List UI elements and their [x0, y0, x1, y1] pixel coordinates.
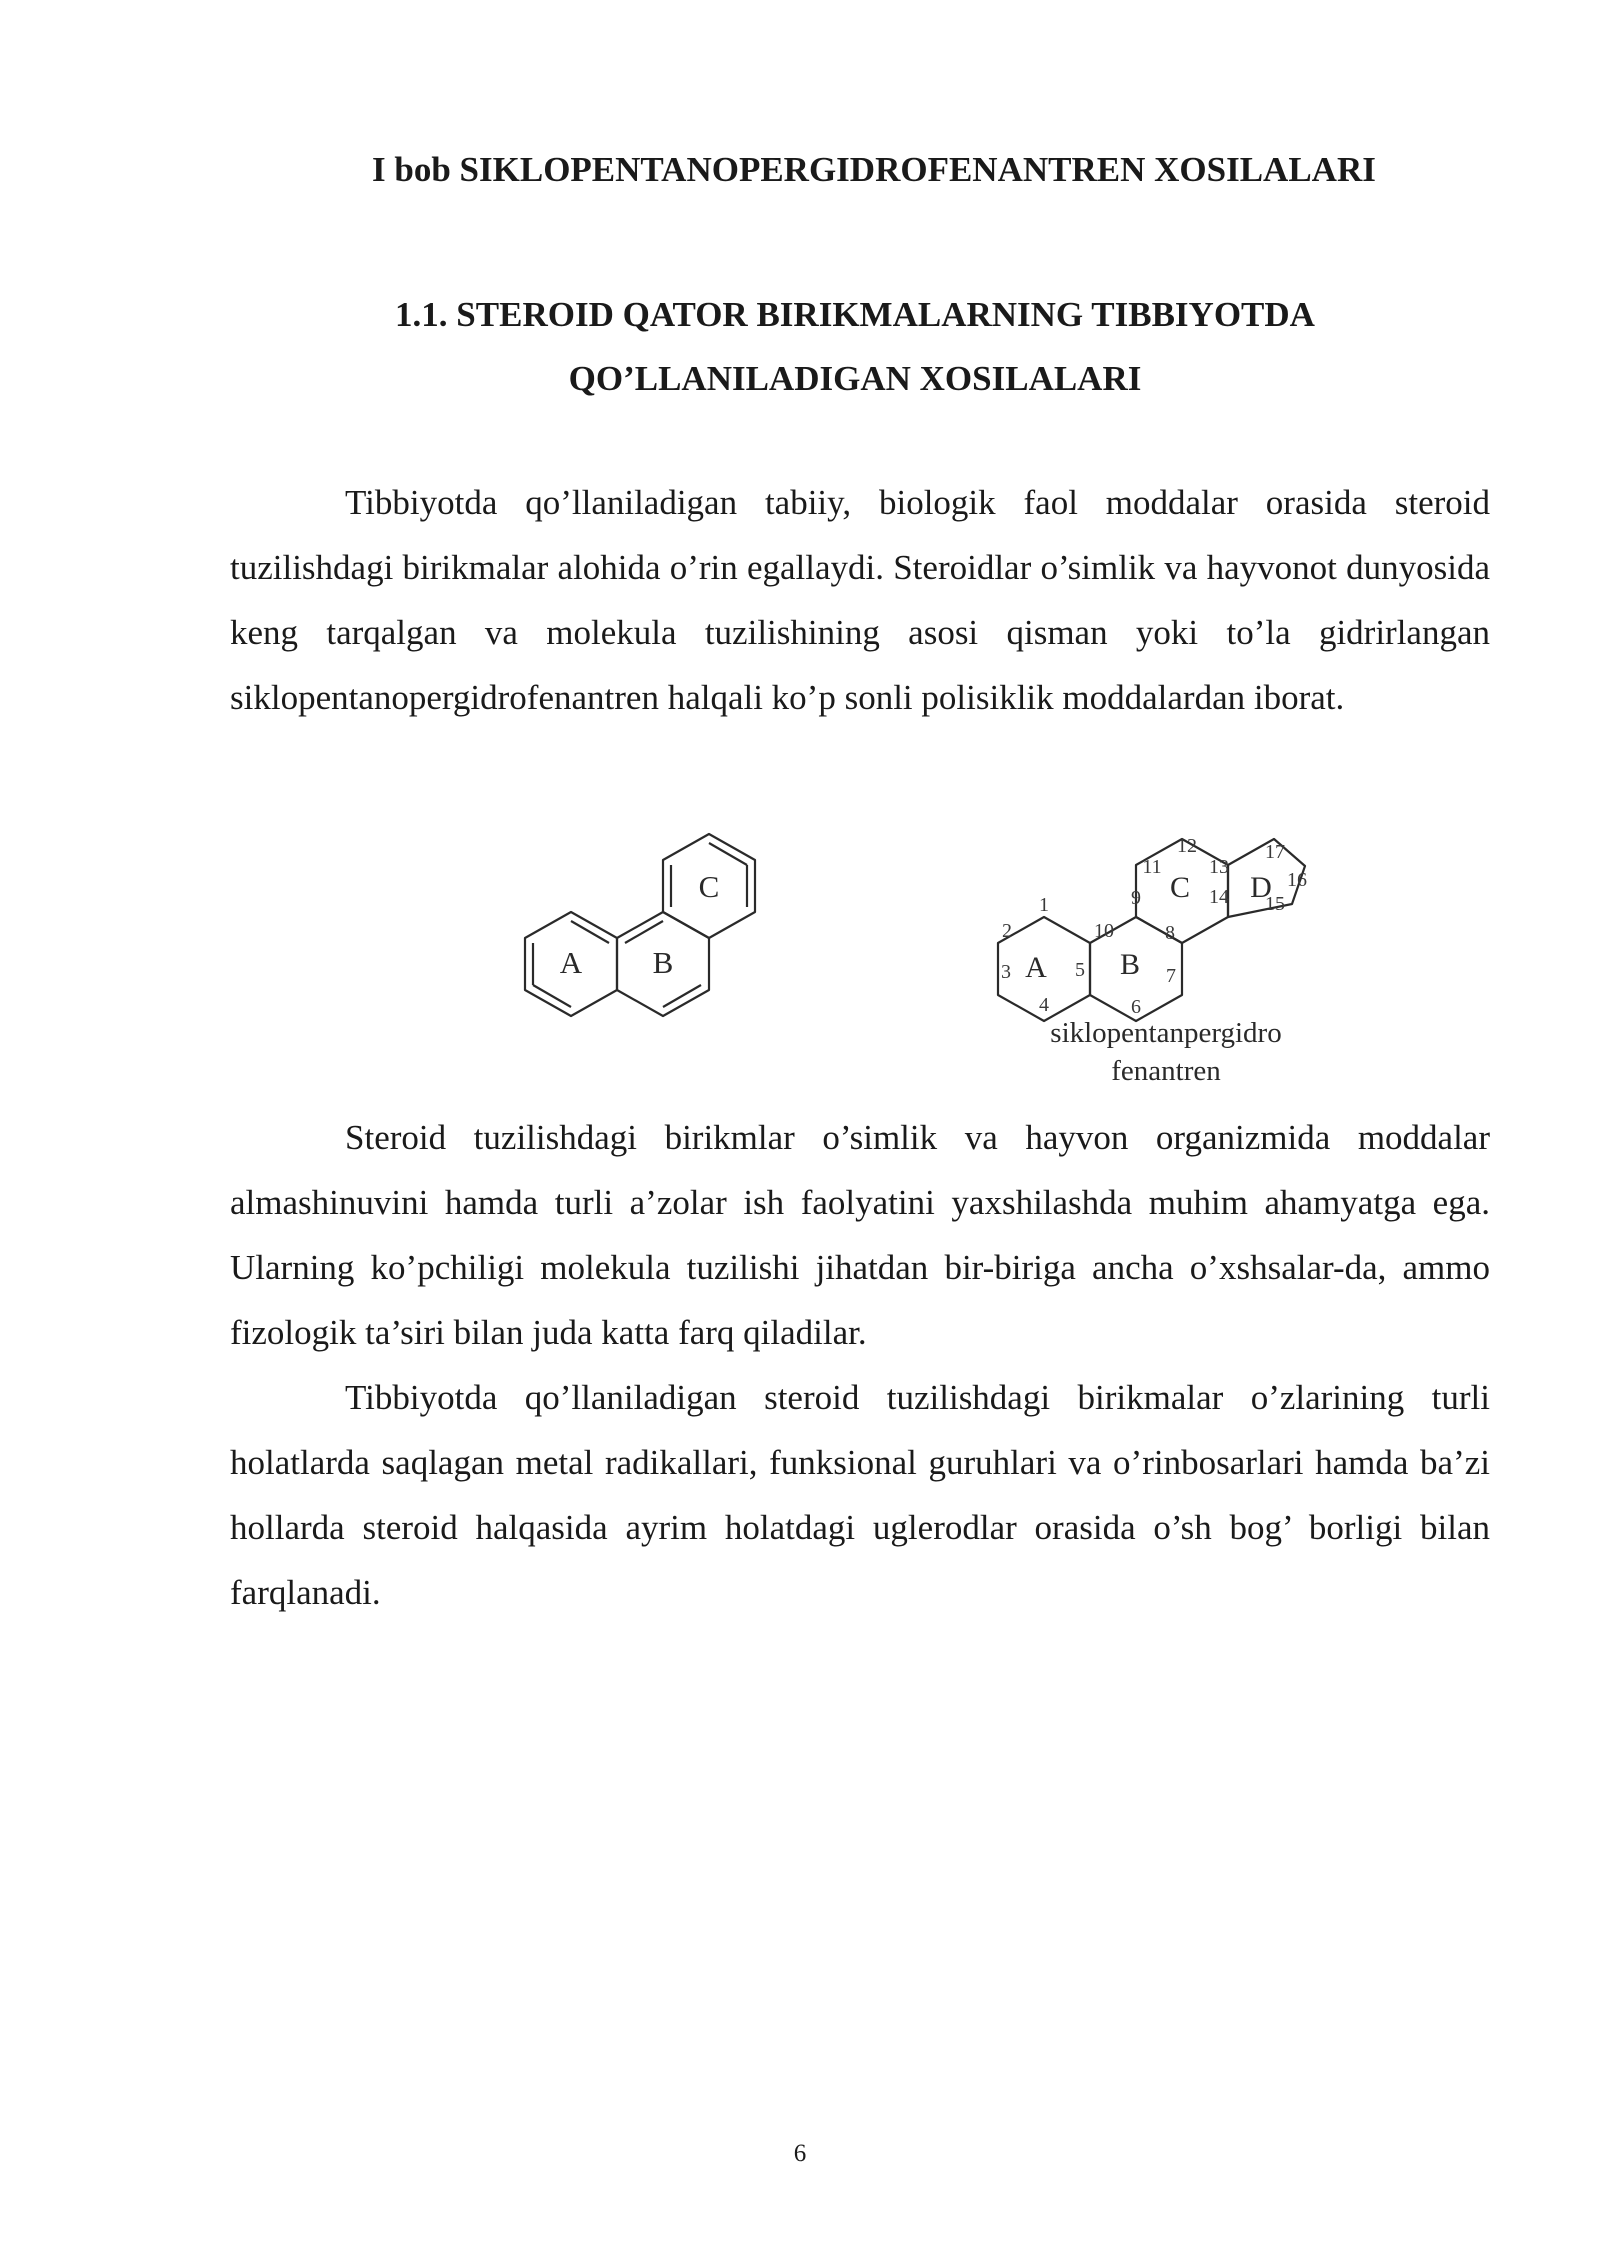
- paragraph-3: Tibbiyotda qo’llaniladigan steroid tuzilishdagi birikmalar o’zlarining turli holatlarda saqlagan metal radikallari, funksional guruhlari va o’rinbosarlari hamda ba’zi hollarda steroid halqasida ayrim holatdagi uglerodlar orasida o’sh bog’ borligi bilan farqlanadi.: [230, 1378, 1490, 1612]
- figure-caption-line-1: siklopentanpergidro: [1050, 1017, 1282, 1049]
- phenanthrene-ring-label-c: C: [698, 869, 720, 904]
- chapter-title: I bob SIKLOPENTANOPERGIDROFENANTREN XOSILALARI: [372, 150, 1376, 189]
- atom-number-6: 6: [1131, 996, 1141, 1018]
- atom-number-4: 4: [1039, 994, 1049, 1016]
- section-title: [230, 283, 1480, 411]
- atom-number-10: 10: [1094, 920, 1114, 942]
- steroid-ring-label-a: A: [1025, 951, 1047, 984]
- atom-number-14: 14: [1209, 886, 1229, 908]
- atom-number-8: 8: [1165, 922, 1175, 944]
- atom-number-17: 17: [1265, 841, 1285, 863]
- atom-number-11: 11: [1142, 856, 1162, 878]
- atom-number-12: 12: [1177, 835, 1197, 857]
- atom-number-16: 16: [1287, 869, 1307, 891]
- steroid-ring-label-d: D: [1250, 871, 1272, 904]
- atom-number-13: 13: [1209, 856, 1229, 878]
- page-number: 6: [793, 2140, 807, 2167]
- atom-number-1: 1: [1039, 894, 1049, 916]
- steroid-ring-label-c: C: [1169, 871, 1191, 904]
- phenanthrene-ring-label-a: A: [559, 945, 583, 980]
- section-title-line-1: 1.1. STEROID QATOR BIRIKMALARNING TIBBIYOTDA: [395, 295, 1315, 334]
- atom-number-3: 3: [1001, 961, 1011, 983]
- structure-figure: [500, 800, 1360, 1100]
- steroid-ring-label-b: B: [1119, 948, 1141, 981]
- phenanthrene-structure: [525, 834, 755, 1016]
- atom-number-2: 2: [1002, 920, 1012, 942]
- atom-number-7: 7: [1166, 965, 1176, 987]
- paragraph-2: Steroid tuzilishdagi birikmlar o’simlik va hayvon organizmida moddalar almashinuvini hamda turli a’zolar ish faolyatini yaxshilashda muhim ahamyatga ega. Ularning ko’pchiligi molekula tuzilishi jihatdan bir-biriga ancha o’xshsalar-da, ammo fizologik ta’siri bilan juda katta farq qiladilar.: [230, 1118, 1490, 1352]
- atom-number-15: 15: [1265, 893, 1285, 915]
- phenanthrene-ring-label-b: B: [652, 945, 674, 980]
- atom-number-9: 9: [1131, 887, 1141, 909]
- atom-number-5: 5: [1075, 959, 1085, 981]
- paragraph-1: Tibbiyotda qo’llaniladigan tabiiy, biologik faol moddalar orasida steroid tuzilishdagi birikmalar alohida o’rin egallaydi. Steroidlar o’simlik va hayvonot dunyosida keng tarqalgan va molekula tuzilishining asosi qisman yoki to’la gidrirlangan siklopentanopergidrofenantren halqali ko’p sonli polisiklik moddalardan iborat.: [230, 483, 1490, 717]
- section-title-line-2: QO’LLANILADIGAN XOSILALARI: [568, 359, 1142, 398]
- structure-diagram: [500, 800, 1360, 1100]
- figure-caption-line-2: fenantren: [1111, 1055, 1221, 1087]
